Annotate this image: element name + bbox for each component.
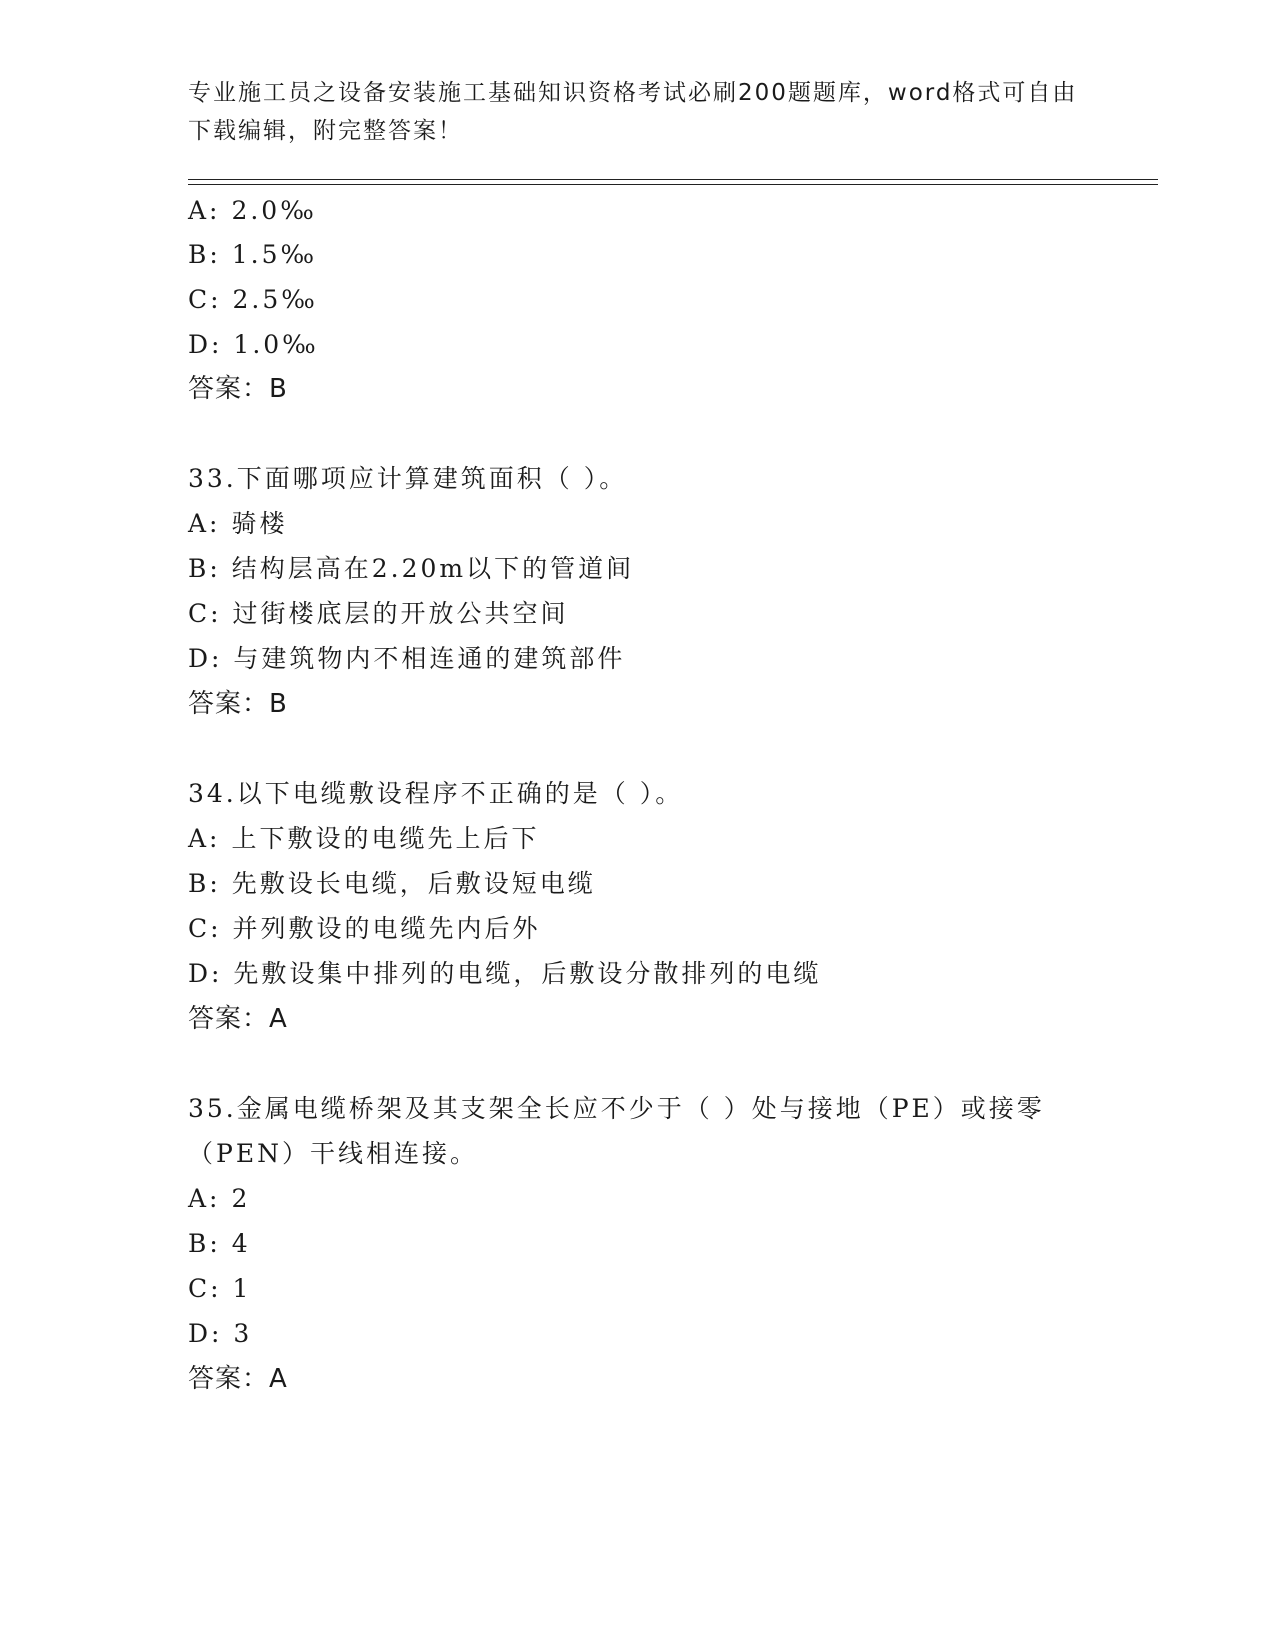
q35-option-a: A: 2 bbox=[188, 1184, 251, 1213]
q34-stem: 34.以下电缆敷设程序不正确的是（ ）。 bbox=[188, 779, 684, 808]
header-divider-bottom bbox=[188, 184, 1158, 185]
prev-option-b: B: 1.5‰ bbox=[188, 240, 318, 269]
q34-option-b: B: 先敷设长电缆，后敷设短电缆 bbox=[188, 869, 596, 898]
document-header bbox=[188, 74, 1088, 150]
q33-answer: 答案：B bbox=[188, 689, 288, 719]
header-line-1: 专业施工员之设备安装施工基础知识资格考试必刷200题题库，word格式可自由 bbox=[188, 80, 1078, 106]
q33-option-a: A: 骑楼 bbox=[188, 509, 288, 538]
q35-option-b: B: 4 bbox=[188, 1229, 251, 1258]
prev-option-d: D: 1.0‰ bbox=[188, 330, 319, 359]
prev-option-c: C: 2.5‰ bbox=[188, 285, 318, 314]
q34-option-c: C: 并列敷设的电缆先内后外 bbox=[188, 914, 541, 943]
q35-stem-line-1: 35.金属电缆桥架及其支架全长应不少于（ ）处与接地（PE）或接零 bbox=[188, 1094, 1045, 1123]
q33-option-b: B: 结构层高在2.20m以下的管道间 bbox=[188, 554, 635, 583]
q34-option-a: A: 上下敷设的电缆先上后下 bbox=[188, 824, 540, 853]
q33-stem: 33.下面哪项应计算建筑面积（ ）。 bbox=[188, 464, 628, 493]
q33-option-c: C: 过街楼底层的开放公共空间 bbox=[188, 599, 569, 628]
q34-option-d: D: 先敷设集中排列的电缆，后敷设分散排列的电缆 bbox=[188, 959, 822, 988]
q33-option-d: D: 与建筑物内不相连通的建筑部件 bbox=[188, 644, 626, 673]
q35-option-c: C: 1 bbox=[188, 1274, 252, 1303]
q35-stem-line-2: （PEN）干线相连接。 bbox=[188, 1139, 478, 1168]
prev-option-a: A: 2.0‰ bbox=[188, 196, 317, 225]
q35-answer: 答案：A bbox=[188, 1364, 288, 1394]
header-divider-top bbox=[188, 179, 1158, 180]
prev-answer: 答案：B bbox=[188, 374, 288, 404]
header-line-2: 下载编辑，附完整答案！ bbox=[188, 118, 463, 144]
q34-answer: 答案：A bbox=[188, 1004, 288, 1034]
q35-option-d: D: 3 bbox=[188, 1319, 253, 1348]
